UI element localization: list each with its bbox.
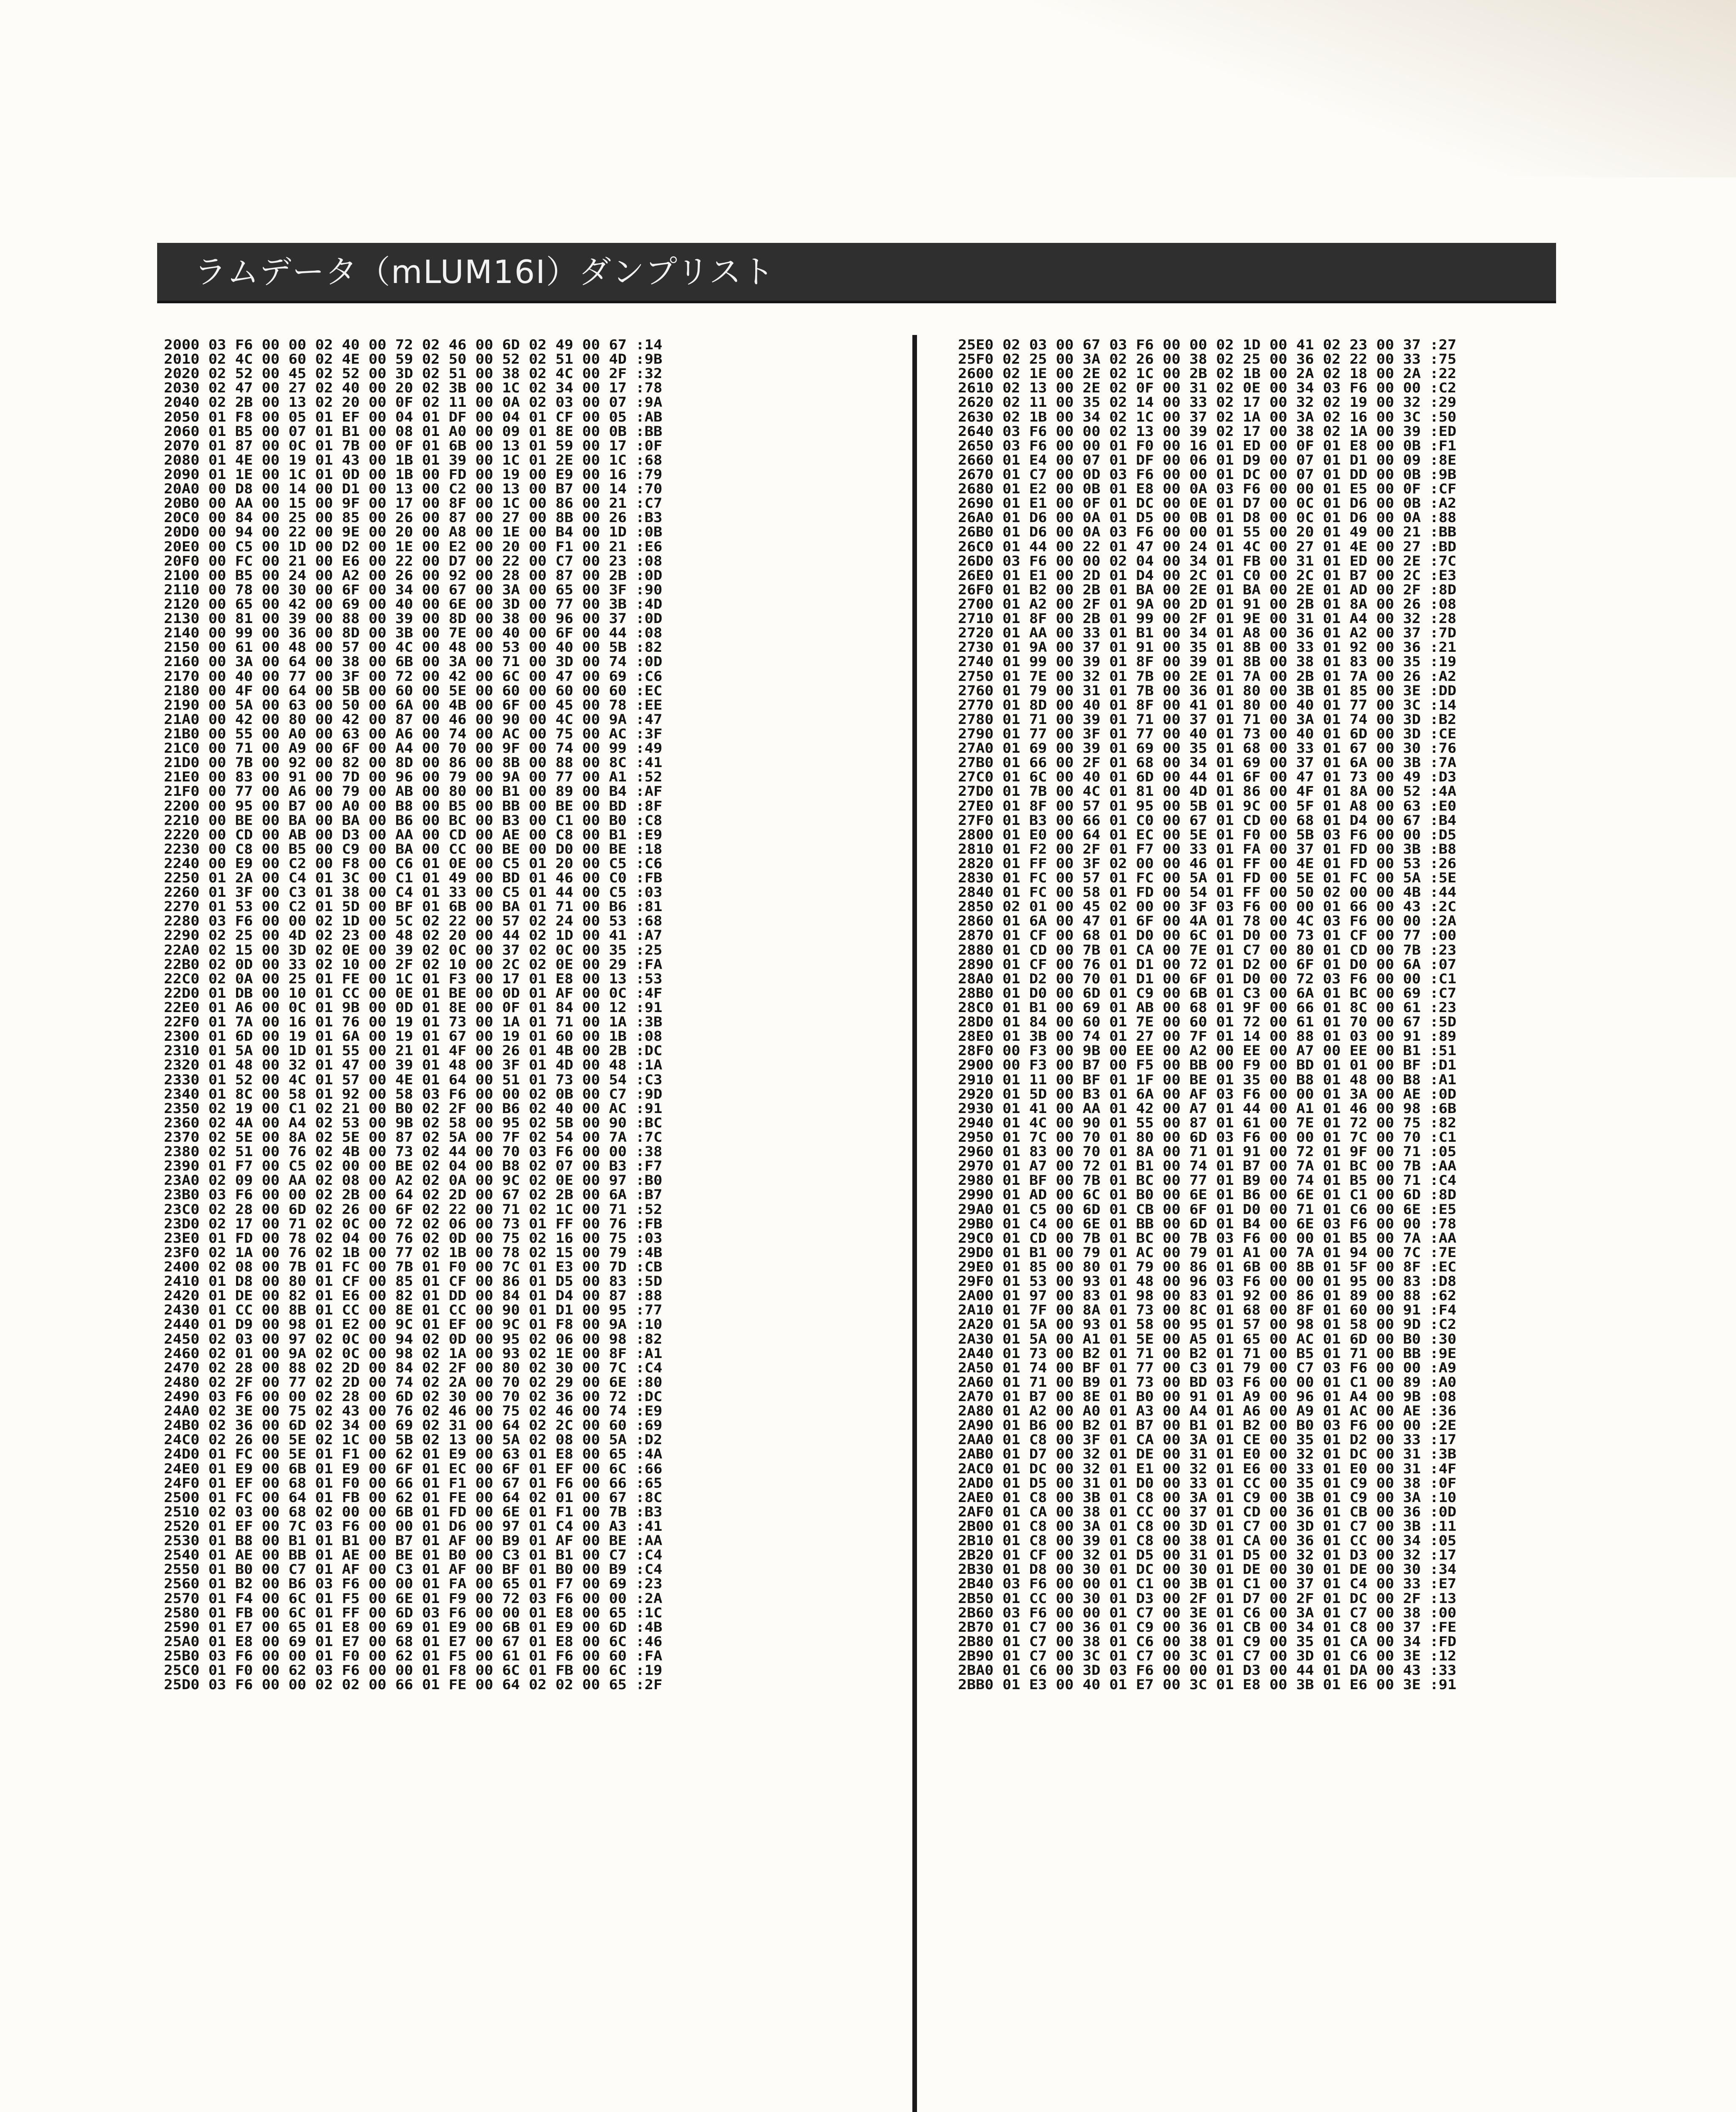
section-header-bar [157,243,1556,303]
hex-dump-line: 20A0 00 D8 00 14 00 D1 00 13 00 C2 00 13 00 B7 00 14 :70 [164,481,663,497]
hex-dump-line: 22D0 01 DB 00 10 01 CC 00 0E 01 BE 00 0D 01 AF 00 0C :4F [164,985,663,1002]
hex-dump-line: 2670 01 C7 00 0D 03 F6 00 00 01 DC 00 07 01 DD 00 0B :9B [958,467,1457,483]
hex-dump-line: 2200 00 95 00 B7 00 A0 00 B8 00 B5 00 BB 00 BE 00 BD :8F [164,798,663,814]
hex-dump-line: 2B40 03 F6 00 00 01 C1 00 3B 01 C1 00 37 01 C4 00 33 :E7 [958,1576,1457,1592]
hex-dump-line: 2AB0 01 D7 00 32 01 DE 00 31 01 E0 00 32 01 DC 00 31 :3B [958,1447,1457,1462]
hex-dump-line: 2640 03 F6 00 00 02 13 00 39 02 17 00 38 02 1A 00 39 :ED [958,424,1457,440]
hex-dump-line: 2B00 01 C8 00 3A 01 C8 00 3D 01 C7 00 3D 01 C7 00 3B :11 [958,1519,1457,1535]
hex-dump-line: 2700 01 A2 00 2F 01 9A 00 2D 01 91 00 2B 01 8A 00 26 :08 [958,596,1457,612]
hex-dump-line: 2000 03 F6 00 00 02 40 00 72 02 46 00 6D 02 49 00 67 :14 [164,337,663,353]
hex-dump-line: 2680 01 E2 00 0B 01 E8 00 0A 03 F6 00 00 01 E5 00 0F :CF [958,481,1457,497]
hex-dump-line: 2A50 01 74 00 BF 01 77 00 C3 01 79 00 C7 03 F6 00 00 :A9 [958,1360,1457,1376]
hex-dump-line: 26B0 01 D6 00 0A 03 F6 00 00 01 55 00 20 01 49 00 21 :BB [958,525,1457,540]
hex-dump-line: 24F0 01 EF 00 68 01 F0 00 66 01 F1 00 67 01 F6 00 66 :65 [164,1475,663,1491]
hex-dump-line: 24C0 02 26 00 5E 02 1C 00 5B 02 13 00 5A 02 08 00 5A :D2 [164,1432,663,1448]
hex-dump-line: 28B0 01 D0 00 6D 01 C9 00 6B 01 C3 00 6A 01 BC 00 69 :C7 [958,985,1457,1002]
hex-dump-line: 2B90 01 C7 00 3C 01 C7 00 3C 01 C7 00 3D 01 C6 00 3E :12 [958,1648,1457,1664]
hex-dump-line: 2AA0 01 C8 00 3F 01 CA 00 3A 01 CE 00 35 01 D2 00 33 :17 [958,1432,1457,1448]
hex-dump-line: 2480 02 2F 00 77 02 2D 00 74 02 2A 00 70 02 29 00 6E :80 [164,1374,663,1391]
hex-dump-line: 2160 00 3A 00 64 00 38 00 6B 00 3A 00 71 00 3D 00 74 :0D [164,654,663,670]
hex-dump-line: 2370 02 5E 00 8A 02 5E 00 87 02 5A 00 7F 02 54 00 7A :7C [164,1129,663,1146]
hex-dump-line: 2320 01 48 00 32 01 47 00 39 01 48 00 3F 01 4D 00 48 :1A [164,1058,663,1073]
hex-dump-line: 2440 01 D9 00 98 01 E2 00 9C 01 EF 00 9C 01 F8 00 9A :10 [164,1317,663,1333]
hex-dump-line: 21B0 00 55 00 A0 00 63 00 A6 00 74 00 AC 00 75 00 AC :3F [164,726,663,742]
hex-dump-right-column [958,338,1736,1692]
hex-dump-line: 2A20 01 5A 00 93 01 58 00 95 01 57 00 98 01 58 00 9D :C2 [958,1317,1457,1333]
hex-dump-line: 23D0 02 17 00 71 02 0C 00 72 02 06 00 73 01 FF 00 76 :FB [164,1216,663,1232]
hex-dump-line: 20B0 00 AA 00 15 00 9F 00 17 00 8F 00 1C 00 86 00 21 :C7 [164,495,663,512]
hex-dump-line: 22E0 01 A6 00 0C 01 9B 00 0D 01 8E 00 0F 01 84 00 12 :91 [164,1000,663,1016]
hex-dump-line: 2400 02 08 00 7B 01 FC 00 7B 01 F0 00 7C 01 E3 00 7D :CB [164,1259,663,1275]
hex-dump-line: 2010 02 4C 00 60 02 4E 00 59 02 50 00 52 02 51 00 4D :9B [164,351,663,367]
hex-dump-line: 23C0 02 28 00 6D 02 26 00 6F 02 22 00 71 02 1C 00 71 :52 [164,1202,663,1217]
hex-dump-line: 2060 01 B5 00 07 01 B1 00 08 01 A0 00 09 01 8E 00 0B :BB [164,424,663,440]
hex-dump-line: 2800 01 E0 00 64 01 EC 00 5E 01 F0 00 5B 03 F6 00 00 :D5 [958,827,1457,843]
hex-dump-line: 2130 00 81 00 39 00 88 00 39 00 8D 00 38 00 96 00 37 :0D [164,611,663,627]
hex-dump-line: 2BA0 01 C6 00 3D 03 F6 00 00 01 D3 00 44 01 DA 00 43 :33 [958,1663,1457,1679]
hex-dump-line: 2A40 01 73 00 B2 01 71 00 B2 01 71 00 B5 01 71 00 BB :9E [958,1346,1457,1362]
hex-dump-line: 2820 01 FF 00 3F 02 00 00 46 01 FF 00 4E 01 FD 00 53 :26 [958,856,1457,872]
hex-dump-line: 27E0 01 8F 00 57 01 95 00 5B 01 9C 00 5F 01 A8 00 63 :E0 [958,798,1457,814]
paper-stain [1018,0,1736,177]
hex-dump-line: 28C0 01 B1 00 69 01 AB 00 68 01 9F 00 66 01 8C 00 61 :23 [958,1000,1457,1016]
hex-dump-line: 2890 01 CF 00 76 01 D1 00 72 01 D2 00 6F 01 D0 00 6A :07 [958,957,1457,973]
hex-dump-line: 2740 01 99 00 39 01 8F 00 39 01 8B 00 38 01 83 00 35 :19 [958,654,1457,670]
hex-dump-line: 2470 02 28 00 88 02 2D 00 84 02 2F 00 80 02 30 00 7C :C4 [164,1360,663,1376]
hex-dump-line: 2070 01 87 00 0C 01 7B 00 0F 01 6B 00 13 01 59 00 17 :0F [164,438,663,454]
hex-dump-line: 26E0 01 E1 00 2D 01 D4 00 2C 01 C0 00 2C 01 B7 00 2C :E3 [958,568,1457,584]
hex-dump-line: 2150 00 61 00 48 00 57 00 4C 00 48 00 53 00 40 00 5B :82 [164,640,663,656]
hex-dump-line: 2050 01 F8 00 05 01 EF 00 04 01 DF 00 04 01 CF 00 05 :AB [164,409,663,425]
hex-dump-line: 2870 01 CF 00 68 01 D0 00 6C 01 D0 00 73 01 CF 00 77 :00 [958,928,1457,944]
hex-dump-line: 2A70 01 B7 00 8E 01 B0 00 91 01 A9 00 96 01 A4 00 9B :08 [958,1389,1457,1405]
hex-dump-line: 2660 01 E4 00 07 01 DF 00 06 01 D9 00 07 01 D1 00 09 :8E [958,452,1457,468]
hex-dump-line: 2860 01 6A 00 47 01 6F 00 4A 01 78 00 4C 03 F6 00 00 :2A [958,913,1457,929]
hex-dump-line: 2040 02 2B 00 13 02 20 00 0F 02 11 00 0A 02 03 00 07 :9A [164,395,663,411]
hex-dump-line: 2780 01 71 00 39 01 71 00 37 01 71 00 3A 01 74 00 3D :B2 [958,712,1457,728]
hex-dump-line: 2310 01 5A 00 1D 01 55 00 21 01 4F 00 26 01 4B 00 2B :DC [164,1043,663,1059]
hex-dump-line: 28F0 00 F3 00 9B 00 EE 00 A2 00 EE 00 A7 00 EE 00 B1 :51 [958,1043,1457,1059]
hex-dump-line: 2550 01 B0 00 C7 01 AF 00 C3 01 AF 00 BF 01 B0 00 B9 :C4 [164,1562,663,1578]
hex-dump-line: 2500 01 FC 00 64 01 FB 00 62 01 FE 00 64 02 01 00 67 :8C [164,1490,663,1506]
hex-dump-line: 2410 01 D8 00 80 01 CF 00 85 01 CF 00 86 01 D5 00 83 :5D [164,1274,663,1290]
hex-dump-line: 2B70 01 C7 00 36 01 C9 00 36 01 CB 00 34 01 C8 00 37 :FE [958,1619,1457,1636]
hex-dump-line: 2570 01 F4 00 6C 01 F5 00 6E 01 F9 00 72 03 F6 00 00 :2A [164,1591,663,1606]
hex-dump-line: 2380 02 51 00 76 02 4B 00 73 02 44 00 70 03 F6 00 00 :38 [164,1144,663,1160]
hex-dump-line: 2B10 01 C8 00 39 01 C8 00 38 01 CA 00 36 01 CC 00 34 :05 [958,1533,1457,1549]
hex-dump-line: 20D0 00 94 00 22 00 9E 00 20 00 A8 00 1E 00 B4 00 1D :0B [164,525,663,540]
hex-dump-line: 2690 01 E1 00 0F 01 DC 00 0E 01 D7 00 0C 01 D6 00 0B :A2 [958,495,1457,512]
hex-dump-line: 2A60 01 71 00 B9 01 73 00 BD 03 F6 00 00 01 C1 00 89 :A0 [958,1374,1457,1391]
hex-dump-line: 23F0 02 1A 00 76 02 1B 00 77 02 1B 00 78 02 15 00 79 :4B [164,1245,663,1261]
hex-dump-line: 2260 01 3F 00 C3 01 38 00 C4 01 33 00 C5 01 44 00 C5 :03 [164,885,663,901]
hex-dump-line: 2850 02 01 00 45 02 00 00 3F 03 F6 00 00 01 66 00 43 :2C [958,899,1457,915]
hex-dump-line: 24E0 01 E9 00 6B 01 E9 00 6F 01 EC 00 6F 01 EF 00 6C :66 [164,1461,663,1477]
hex-dump-line: 2B30 01 D8 00 30 01 DC 00 30 01 DE 00 30 01 DE 00 30 :34 [958,1562,1457,1578]
hex-dump-line: 24B0 02 36 00 6D 02 34 00 69 02 31 00 64 02 2C 00 60 :69 [164,1418,663,1434]
hex-dump-line: 2710 01 8F 00 2B 01 99 00 2F 01 9E 00 31 01 A4 00 32 :28 [958,611,1457,627]
hex-dump-line: 2840 01 FC 00 58 01 FD 00 54 01 FF 00 50 02 00 00 4B :44 [958,885,1457,901]
hex-dump-line: 2110 00 78 00 30 00 6F 00 34 00 67 00 3A 00 65 00 3F :90 [164,582,663,598]
hex-dump-line: 2620 02 11 00 35 02 14 00 33 02 17 00 32 02 19 00 32 :29 [958,395,1457,411]
hex-dump-line: 2A10 01 7F 00 8A 01 73 00 8C 01 68 00 8F 01 60 00 91 :F4 [958,1302,1457,1318]
hex-dump-line: 2240 00 E9 00 C2 00 F8 00 C6 01 0E 00 C5 01 20 00 C5 :C6 [164,856,663,872]
hex-dump-line: 2A00 01 97 00 83 01 98 00 83 01 92 00 86 01 89 00 88 :62 [958,1288,1457,1304]
hex-dump-line: 22B0 02 0D 00 33 02 10 00 2F 02 10 00 2C 02 0E 00 29 :FA [164,957,663,973]
hex-dump-line: 2330 01 52 00 4C 01 57 00 4E 01 64 00 51 01 73 00 54 :C3 [164,1072,663,1088]
hex-dump-line: 29C0 01 CD 00 7B 01 BC 00 7B 03 F6 00 00 01 B5 00 7A :AA [958,1230,1457,1247]
hex-dump-line: 26A0 01 D6 00 0A 01 D5 00 0B 01 D8 00 0C 01 D6 00 0A :88 [958,510,1457,526]
hex-dump-line: 21F0 00 77 00 A6 00 79 00 AB 00 80 00 B1 00 89 00 B4 :AF [164,784,663,800]
hex-dump-line: 2610 02 13 00 2E 02 0F 00 31 02 0E 00 34 03 F6 00 00 :C2 [958,380,1457,396]
hex-dump-line: 2600 02 1E 00 2E 02 1C 00 2B 02 1B 00 2A 02 18 00 2A :22 [958,366,1457,382]
hex-dump-line: 2930 01 41 00 AA 01 42 00 A7 01 44 00 A1 01 46 00 98 :6B [958,1101,1457,1117]
hex-dump-line: 2520 01 EF 00 7C 03 F6 00 00 01 D6 00 97 01 C4 00 A3 :41 [164,1519,663,1535]
hex-dump-line: 27B0 01 66 00 2F 01 68 00 34 01 69 00 37 01 6A 00 3B :7A [958,755,1457,771]
hex-dump-line: 28E0 01 3B 00 74 01 27 00 7F 01 14 00 88 01 03 00 91 :89 [958,1029,1457,1045]
hex-dump-line: 21E0 00 83 00 91 00 7D 00 96 00 79 00 9A 00 77 00 A1 :52 [164,769,663,785]
hex-dump-line: 2790 01 77 00 3F 01 77 00 40 01 73 00 40 01 6D 00 3D :CE [958,726,1457,742]
hex-dump-line: 2AF0 01 CA 00 38 01 CC 00 37 01 CD 00 36 01 CB 00 36 :0D [958,1504,1457,1520]
hex-dump-line: 2650 03 F6 00 00 01 F0 00 16 01 ED 00 0F 01 E8 00 0B :F1 [958,438,1457,454]
page-title: ラムデータ（mLUM16I）ダンプリスト [194,253,775,291]
hex-dump-line: 2AD0 01 D5 00 31 01 D0 00 33 01 CC 00 35 01 C9 00 38 :0F [958,1475,1457,1491]
hex-dump-line: 25D0 03 F6 00 00 02 02 00 66 01 FE 00 64 02 02 00 65 :2F [164,1677,663,1693]
hex-dump-line: 2750 01 7E 00 32 01 7B 00 2E 01 7A 00 2B 01 7A 00 26 :A2 [958,669,1457,684]
hex-dump-line: 2970 01 A7 00 72 01 B1 00 74 01 B7 00 7A 01 BC 00 7B :AA [958,1158,1457,1174]
hex-dump-line: 27A0 01 69 00 39 01 69 00 35 01 68 00 33 01 67 00 30 :76 [958,740,1457,757]
hex-dump-line: 2730 01 9A 00 37 01 91 00 35 01 8B 00 33 01 92 00 36 :21 [958,640,1457,656]
hex-dump-line: 2760 01 79 00 31 01 7B 00 36 01 80 00 3B 01 85 00 3E :DD [958,683,1457,699]
hex-dump-line: 2250 01 2A 00 C4 01 3C 00 C1 01 49 00 BD 01 46 00 C0 :FB [164,870,663,886]
hex-dump-line: 25C0 01 F0 00 62 03 F6 00 00 01 F8 00 6C 01 FB 00 6C :19 [164,1663,663,1679]
hex-dump-line: 2980 01 BF 00 7B 01 BC 00 77 01 B9 00 74 01 B5 00 71 :C4 [958,1173,1457,1189]
hex-dump-left-column [164,338,966,1692]
hex-dump-line: 2A80 01 A2 00 A0 01 A3 00 A4 01 A6 00 A9 01 AC 00 AE :36 [958,1403,1457,1419]
hex-dump-line: 2120 00 65 00 42 00 69 00 40 00 6E 00 3D 00 77 00 3B :4D [164,596,663,612]
hex-dump-line: 2B50 01 CC 00 30 01 D3 00 2F 01 D7 00 2F 01 DC 00 2F :13 [958,1591,1457,1606]
hex-dump-line: 2B20 01 CF 00 32 01 D5 00 31 01 D5 00 32 01 D3 00 32 :17 [958,1547,1457,1563]
hex-dump-line: 28D0 01 84 00 60 01 7E 00 60 01 72 00 61 01 70 00 67 :5D [958,1014,1457,1030]
hex-dump-line: 22A0 02 15 00 3D 02 0E 00 39 02 0C 00 37 02 0C 00 35 :25 [164,942,663,958]
hex-dump-line: 2350 02 19 00 C1 02 21 00 B0 02 2F 00 B6 02 40 00 AC :91 [164,1101,663,1117]
hex-dump-line: 2BB0 01 E3 00 40 01 E7 00 3C 01 E8 00 3B 01 E6 00 3E :91 [958,1677,1457,1693]
hex-dump-line: 28A0 01 D2 00 70 01 D1 00 6F 01 D0 00 72 03 F6 00 00 :C1 [958,971,1457,987]
hex-dump-line: 2A90 01 B6 00 B2 01 B7 00 B1 01 B2 00 B0 03 F6 00 00 :2E [958,1418,1457,1434]
hex-dump-line: 26D0 03 F6 00 00 02 04 00 34 01 FB 00 31 01 ED 00 2E :7C [958,553,1457,569]
hex-dump-line: 25B0 03 F6 00 00 01 F0 00 62 01 F5 00 61 01 F6 00 60 :FA [164,1648,663,1664]
hex-dump-line: 2190 00 5A 00 63 00 50 00 6A 00 4B 00 6F 00 45 00 78 :EE [164,697,663,713]
hex-dump-line: 24D0 01 FC 00 5E 01 F1 00 62 01 E9 00 63 01 E8 00 65 :4A [164,1447,663,1462]
hex-dump-line: 29D0 01 B1 00 79 01 AC 00 79 01 A1 00 7A 01 94 00 7C :7E [958,1245,1457,1261]
hex-dump-line: 2510 02 03 00 68 02 00 00 6B 01 FD 00 6E 01 F1 00 7B :B3 [164,1504,663,1520]
hex-dump-line: 2950 01 7C 00 70 01 80 00 6D 03 F6 00 00 01 7C 00 70 :C1 [958,1129,1457,1146]
hex-dump-line: 29A0 01 C5 00 6D 01 CB 00 6F 01 D0 00 71 01 C6 00 6E :E5 [958,1202,1457,1217]
hex-dump-line: 2990 01 AD 00 6C 01 B0 00 6E 01 B6 00 6E 01 C1 00 6D :8D [958,1187,1457,1203]
hex-dump-line: 2210 00 BE 00 BA 00 BA 00 B6 00 BC 00 B3 00 C1 00 B0 :C8 [164,813,663,829]
hex-dump-line: 23A0 02 09 00 AA 02 08 00 A2 02 0A 00 9C 02 0E 00 97 :B0 [164,1173,663,1189]
hex-dump-line: 2140 00 99 00 36 00 8D 00 3B 00 7E 00 40 00 6F 00 44 :08 [164,625,663,641]
hex-dump-line: 2030 02 47 00 27 02 40 00 20 02 3B 00 1C 02 34 00 17 :78 [164,380,663,396]
hex-dump-line: 2B60 03 F6 00 00 01 C7 00 3E 01 C6 00 3A 01 C7 00 38 :00 [958,1605,1457,1621]
hex-dump-line: 2090 01 1E 00 1C 01 0D 00 1B 00 FD 00 19 00 E9 00 16 :79 [164,467,663,483]
hex-dump-line: 2360 02 4A 00 A4 02 53 00 9B 02 58 00 95 02 5B 00 90 :BC [164,1115,663,1131]
hex-dump-line: 2420 01 DE 00 82 01 E6 00 82 01 DD 00 84 01 D4 00 87 :88 [164,1288,663,1304]
hex-dump-line: 27F0 01 B3 00 66 01 C0 00 67 01 CD 00 68 01 D4 00 67 :B4 [958,813,1457,829]
hex-dump-line: 2490 03 F6 00 00 02 28 00 6D 02 30 00 70 02 36 00 72 :DC [164,1389,663,1405]
hex-dump-line: 2220 00 CD 00 AB 00 D3 00 AA 00 CD 00 AE 00 C8 00 B1 :E9 [164,827,663,843]
hex-dump-line: 2590 01 E7 00 65 01 E8 00 69 01 E9 00 6B 01 E9 00 6D :4B [164,1619,663,1636]
hex-dump-line: 29B0 01 C4 00 6E 01 BB 00 6D 01 B4 00 6E 03 F6 00 00 :78 [958,1216,1457,1232]
hex-dump-line: 2720 01 AA 00 33 01 B1 00 34 01 A8 00 36 01 A2 00 37 :7D [958,625,1457,641]
hex-dump-line: 2180 00 4F 00 64 00 5B 00 60 00 5E 00 60 00 60 00 60 :EC [164,683,663,699]
hex-dump-line: 23E0 01 FD 00 78 02 04 00 76 02 0D 00 75 02 16 00 75 :03 [164,1230,663,1247]
hex-dump-line: 2540 01 AE 00 BB 01 AE 00 BE 01 B0 00 C3 01 B1 00 C7 :C4 [164,1547,663,1563]
hex-dump-line: 2960 01 83 00 70 01 8A 00 71 01 91 00 72 01 9F 00 71 :05 [958,1144,1457,1160]
hex-dump-line: 2280 03 F6 00 00 02 1D 00 5C 02 22 00 57 02 24 00 53 :68 [164,913,663,929]
hex-dump-line: 25F0 02 25 00 3A 02 26 00 38 02 25 00 36 02 22 00 33 :75 [958,351,1457,367]
hex-dump-line: 2580 01 FB 00 6C 01 FF 00 6D 03 F6 00 00 01 E8 00 65 :1C [164,1605,663,1621]
hex-dump-line: 2AE0 01 C8 00 3B 01 C8 00 3A 01 C9 00 3B 01 C9 00 3A :10 [958,1490,1457,1506]
column-divider [912,335,917,2112]
hex-dump-line: 2810 01 F2 00 2F 01 F7 00 33 01 FA 00 37 01 FD 00 3B :B8 [958,841,1457,857]
hex-dump-line: 2270 01 53 00 C2 01 5D 00 BF 01 6B 00 BA 01 71 00 B6 :81 [164,899,663,915]
hex-dump-line: 2430 01 CC 00 8B 01 CC 00 8E 01 CC 00 90 01 D1 00 95 :77 [164,1302,663,1318]
hex-dump-line: 2290 02 25 00 4D 02 23 00 48 02 20 00 44 02 1D 00 41 :A7 [164,928,663,944]
hex-dump-line: 2080 01 4E 00 19 01 43 00 1B 01 39 00 1C 01 2E 00 1C :68 [164,452,663,468]
hex-dump-line: 22F0 01 7A 00 16 01 76 00 19 01 73 00 1A 01 71 00 1A :3B [164,1014,663,1030]
hex-dump-line: 27C0 01 6C 00 40 01 6D 00 44 01 6F 00 47 01 73 00 49 :D3 [958,769,1457,785]
hex-dump-line: 23B0 03 F6 00 00 02 2B 00 64 02 2D 00 67 02 2B 00 6A :B7 [164,1187,663,1203]
hex-dump-line: 2020 02 52 00 45 02 52 00 3D 02 51 00 38 02 4C 00 2F :32 [164,366,663,382]
hex-dump-line: 2170 00 40 00 77 00 3F 00 72 00 42 00 6C 00 47 00 69 :C6 [164,669,663,684]
hex-dump-line: 20F0 00 FC 00 21 00 E6 00 22 00 D7 00 22 00 C7 00 23 :08 [164,553,663,569]
hex-dump-line: 2880 01 CD 00 7B 01 CA 00 7E 01 C7 00 80 01 CD 00 7B :23 [958,942,1457,958]
hex-dump-line: 29F0 01 53 00 93 01 48 00 96 03 F6 00 00 01 95 00 83 :D8 [958,1274,1457,1290]
hex-dump-line: 2910 01 11 00 BF 01 1F 00 BE 01 35 00 B8 01 48 00 B8 :A1 [958,1072,1457,1088]
hex-dump-line: 27D0 01 7B 00 4C 01 81 00 4D 01 86 00 4F 01 8A 00 52 :4A [958,784,1457,800]
hex-dump-line: 21C0 00 71 00 A9 00 6F 00 A4 00 70 00 9F 00 74 00 99 :49 [164,740,663,757]
hex-dump-line: 22C0 02 0A 00 25 01 FE 00 1C 01 F3 00 17 01 E8 00 13 :53 [164,971,663,987]
hex-dump-line: 2920 01 5D 00 B3 01 6A 00 AF 03 F6 00 00 01 3A 00 AE :0D [958,1086,1457,1102]
hex-dump-line: 2770 01 8D 00 40 01 8F 00 41 01 80 00 40 01 77 00 3C :14 [958,697,1457,713]
hex-dump-line: 21A0 00 42 00 80 00 42 00 87 00 46 00 90 00 4C 00 9A :47 [164,712,663,728]
hex-dump-line: 2460 02 01 00 9A 02 0C 00 98 02 1A 00 93 02 1E 00 8F :A1 [164,1346,663,1362]
hex-dump-line: 2A30 01 5A 00 A1 01 5E 00 A5 01 65 00 AC 01 6D 00 B0 :30 [958,1331,1457,1347]
hex-dump-line: 20E0 00 C5 00 1D 00 D2 00 1E 00 E2 00 20 00 F1 00 21 :E6 [164,539,663,555]
hex-dump-line: 2100 00 B5 00 24 00 A2 00 26 00 92 00 28 00 87 00 2B :0D [164,568,663,584]
hex-dump-line: 2940 01 4C 00 90 01 55 00 87 01 61 00 7E 01 72 00 75 :82 [958,1115,1457,1131]
hex-dump-line: 2300 01 6D 00 19 01 6A 00 19 01 67 00 19 01 60 00 1B :08 [164,1029,663,1045]
hex-dump-line: 26F0 01 B2 00 2B 01 BA 00 2E 01 BA 00 2E 01 AD 00 2F :8D [958,582,1457,598]
hex-dump-line: 2830 01 FC 00 57 01 FC 00 5A 01 FD 00 5E 01 FC 00 5A :5E [958,870,1457,886]
hex-dump-line: 2900 00 F3 00 B7 00 F5 00 BB 00 F9 00 BD 01 01 00 BF :D1 [958,1058,1457,1073]
hex-dump-line: 2B80 01 C7 00 38 01 C6 00 38 01 C9 00 35 01 CA 00 34 :FD [958,1634,1457,1650]
hex-dump-line: 26C0 01 44 00 22 01 47 00 24 01 4C 00 27 01 4E 00 27 :BD [958,539,1457,555]
hex-dump-line: 2530 01 B8 00 B1 01 B1 00 B7 01 AF 00 B9 01 AF 00 BE :AA [164,1533,663,1549]
hex-dump-line: 2630 02 1B 00 34 02 1C 00 37 02 1A 00 3A 02 16 00 3C :50 [958,409,1457,425]
hex-dump-line: 2340 01 8C 00 58 01 92 00 58 03 F6 00 00 02 0B 00 C7 :9D [164,1086,663,1102]
hex-dump-line: 25A0 01 E8 00 69 01 E7 00 68 01 E7 00 67 01 E8 00 6C :46 [164,1634,663,1650]
hex-dump-line: 29E0 01 85 00 80 01 79 00 86 01 6B 00 8B 01 5F 00 8F :EC [958,1259,1457,1275]
hex-dump-line: 24A0 02 3E 00 75 02 43 00 76 02 46 00 75 02 46 00 74 :E9 [164,1403,663,1419]
hex-dump-line: 25E0 02 03 00 67 03 F6 00 00 02 1D 00 41 02 23 00 37 :27 [958,337,1457,353]
hex-dump-line: 21D0 00 7B 00 92 00 82 00 8D 00 86 00 8B 00 88 00 8C :41 [164,755,663,771]
hex-dump-line: 2560 01 B2 00 B6 03 F6 00 00 01 FA 00 65 01 F7 00 69 :23 [164,1576,663,1592]
hex-dump-line: 2AC0 01 DC 00 32 01 E1 00 32 01 E6 00 33 01 E0 00 31 :4F [958,1461,1457,1477]
hex-dump-line: 20C0 00 84 00 25 00 85 00 26 00 87 00 27 00 8B 00 26 :B3 [164,510,663,526]
hex-dump-line: 2450 02 03 00 97 02 0C 00 94 02 0D 00 95 02 06 00 98 :82 [164,1331,663,1347]
hex-dump-line: 2390 01 F7 00 C5 02 00 00 BE 02 04 00 B8 02 07 00 B3 :F7 [164,1158,663,1174]
hex-dump-line: 2230 00 C8 00 B5 00 C9 00 BA 00 CC 00 BE 00 D0 00 BE :18 [164,841,663,857]
